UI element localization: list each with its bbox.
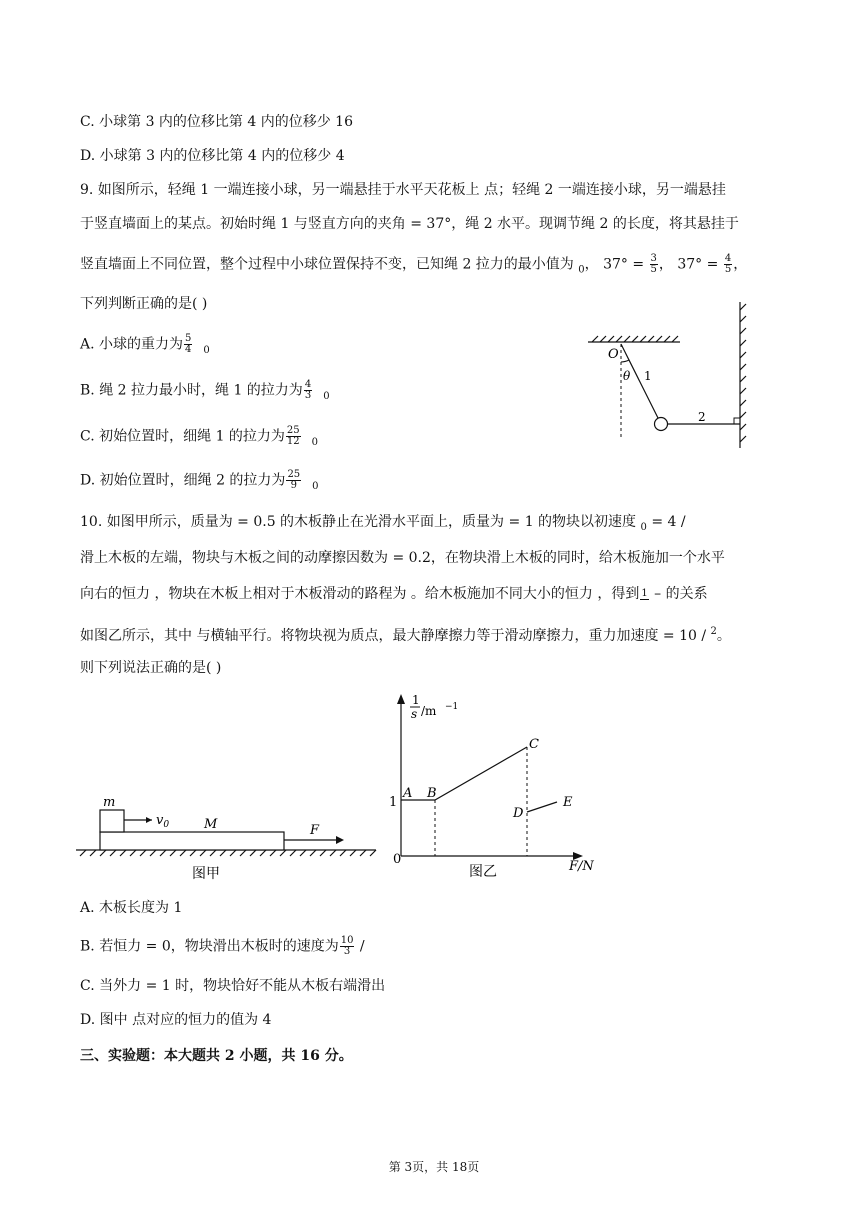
- rope-2-label: 2: [698, 410, 706, 424]
- ceiling: [588, 336, 680, 342]
- ground: [76, 850, 376, 856]
- q9-option-b: B. 绳 2 拉力最小时，绳 1 的拉力为 $\frac{4}{3}$ $_0$: [80, 379, 330, 402]
- point-b-label: B: [427, 786, 437, 801]
- block-m: [100, 810, 124, 832]
- svg-text:s: s: [411, 707, 418, 721]
- force-label: F: [310, 823, 320, 838]
- angle-arc: [621, 360, 629, 362]
- point-a-label: A: [403, 786, 413, 801]
- x-axis-label: F/N: [569, 859, 594, 874]
- point-e-label: E: [563, 795, 573, 810]
- q10-option-b: B. 若恒力 = 0，物块滑出木板时的速度为 $\frac{10}{3}$ /: [80, 935, 365, 957]
- q10-figure-b: [385, 690, 610, 886]
- page-footer: 第 3页，共 18页: [388, 1160, 480, 1174]
- segment-ab-bc: [401, 747, 527, 800]
- point-o-label: O: [608, 347, 619, 362]
- svg-text:1: 1: [412, 693, 420, 707]
- cos-fraction: $\frac{4}{5}$: [724, 253, 732, 275]
- q10-stem-line3: 向右的恒力 ，物块在木板上相对于木板滑动的路程为 。给木板施加不同大小的恒力 ，得到 1 – 的关系: [80, 586, 708, 602]
- q10-option-a: A. 木板长度为 1: [80, 900, 183, 916]
- figure-a-caption: 图甲: [192, 866, 220, 882]
- board-m: [100, 832, 284, 850]
- section-3-heading: 三、实验题：本大题共 2 小题，共 16 分。: [80, 1048, 353, 1064]
- segment-de: [527, 802, 557, 812]
- q10-option-c: C. 当外力 = 1 时，物块恰好不能从木板右端滑出: [80, 978, 386, 994]
- q10-stem-line5: 则下列说法正确的是( ): [80, 660, 222, 676]
- right-angle-mark: [734, 418, 740, 424]
- svg-text:/m: /m: [421, 704, 437, 718]
- sin-fraction: $\frac{3}{5}$: [650, 253, 657, 275]
- q10-stem-line4: 如图乙所示，其中 与横轴平行。将物块视为质点，最大静摩擦力等于滑动摩擦力，重力加速度 = 10 / $^2$。: [80, 626, 731, 644]
- wall: [740, 302, 746, 448]
- y-axis-label: [410, 693, 458, 721]
- ball: [655, 418, 668, 431]
- svg-text:−1: −1: [445, 702, 459, 712]
- figure-b-caption: 图乙: [469, 864, 497, 880]
- q8-option-d: D. 小球第 3 内的位移比第 4 内的位移少 4: [80, 148, 345, 164]
- q10-option-d: D. 图中 点对应的恒力的值为 4: [80, 1012, 272, 1028]
- board-mass-label: M: [204, 817, 218, 832]
- q9-stem-line3: 竖直墙面上不同位置，整个过程中小球位置保持不变，已知绳 2 拉力的最小值为 $_0$， 37° = $\frac{3}{5}$ ， 37° = $\frac{4}{5}$ ，: [80, 253, 748, 276]
- q9-option-a: A. 小球的重力为 $\frac{5}{4}$ $_0$: [80, 333, 210, 356]
- block-mass-label: m: [103, 795, 116, 810]
- q9-option-d: D. 初始位置时，细绳 2 的拉力为 $\frac{25}{9}$ $_0$: [80, 469, 319, 492]
- q10-stem-line1: 10. 如图甲所示，质量为 = 0.5 的木板静止在光滑水平面上，质量为 = 1 的物块以初速度 $_0$ = 4 /: [80, 514, 686, 533]
- theta-label: θ: [623, 369, 631, 383]
- q8-option-c: C. 小球第 3 内的位移比第 4 内的位移少 16: [80, 114, 353, 130]
- q10-stem-line2: 滑上木板的左端，物块与木板之间的动摩擦因数为 = 0.2，在物块滑上木板的同时，给木板施加一个水平: [80, 550, 725, 566]
- point-c-label: C: [529, 737, 539, 752]
- point-d-label: D: [513, 806, 524, 821]
- origin-label: 0: [393, 852, 402, 867]
- velocity-label: $v_0$: [156, 813, 170, 830]
- rope-1-label: 1: [644, 369, 652, 383]
- q9-stem-line2: 于竖直墙面上的某点。初始时绳 1 与竖直方向的夹角 = 37°，绳 2 水平。现调节绳 2 的长度，将其悬挂于: [80, 216, 739, 232]
- y-tick-1: 1: [389, 795, 398, 810]
- q9-figure: [580, 300, 760, 450]
- q9-stem-line1: 9. 如图所示，轻绳 1 一端连接小球，另一端悬挂于水平天花板上 点；轻绳 2 一端连接小球，另一端悬挂: [80, 182, 726, 198]
- q9-stem-line4: 下列判断正确的是( ): [80, 296, 208, 312]
- q10-figure-a: [76, 790, 381, 886]
- q9-option-c: C. 初始位置时，细绳 1 的拉力为 $\frac{25}{12}$ $_0$: [80, 425, 319, 448]
